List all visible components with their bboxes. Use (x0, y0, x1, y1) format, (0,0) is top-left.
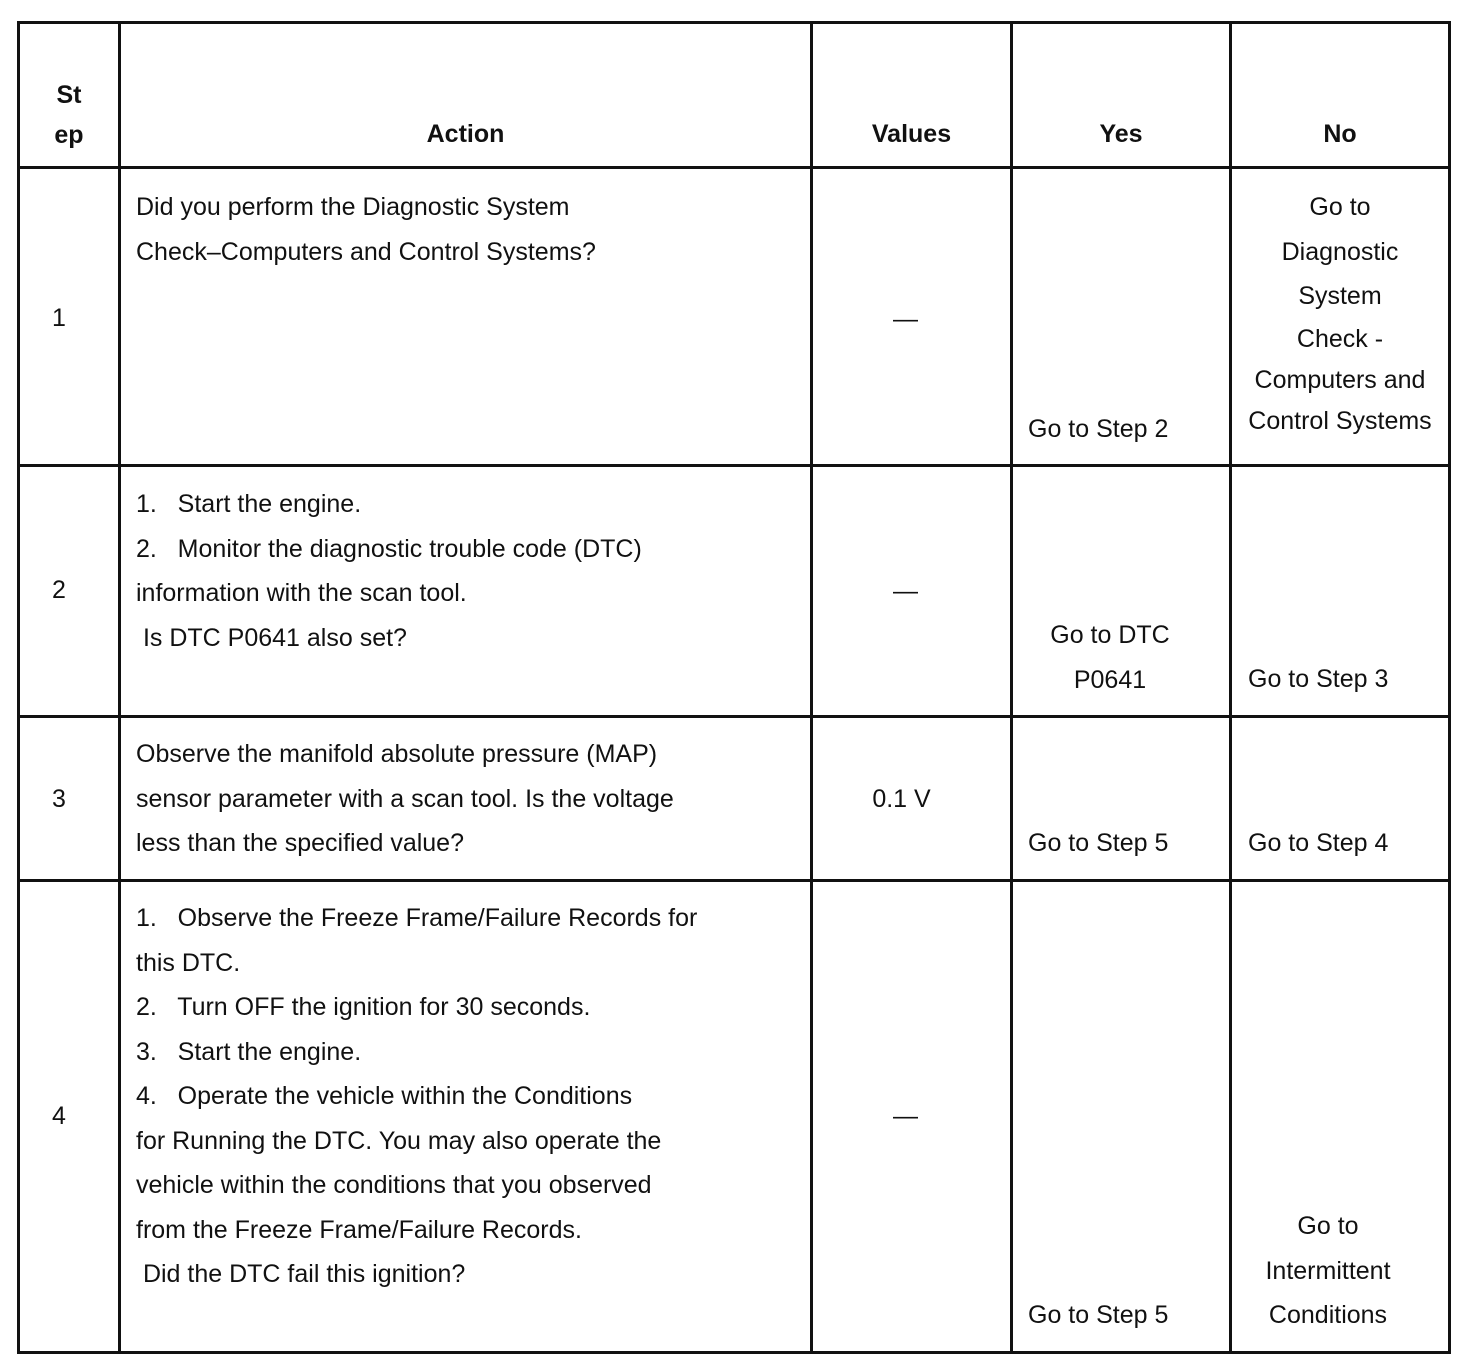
yes-result: Go to Step 5 (1028, 1301, 1169, 1329)
header-no: No (1323, 120, 1357, 148)
action-line: 2. Monitor the diagnostic trouble code (DTC) (136, 534, 642, 563)
header-action: Action (426, 120, 505, 148)
action-text (136, 482, 642, 660)
table-border-left (17, 21, 20, 1354)
action-line: 1. Observe the Freeze Frame/Failure Records for (136, 904, 698, 932)
column-divider (1010, 21, 1013, 1354)
no-result (1232, 1204, 1424, 1338)
no-result-line: Conditions (1268, 1301, 1388, 1329)
action-line: sensor parameter with a scan tool. Is the voltage (136, 784, 674, 813)
action-line: Check–Computers and Control Systems? (136, 237, 596, 266)
action-text (136, 896, 697, 1297)
step-number: 4 (52, 1102, 66, 1130)
action-line: this DTC. (136, 948, 241, 977)
header-divider (17, 166, 1451, 169)
header-step-line1: St (56, 81, 82, 109)
header-values: Values (871, 120, 952, 148)
action-line: 1. Start the engine. (136, 490, 362, 518)
no-result-line: Go to (1309, 193, 1371, 221)
table-border-bottom (17, 1351, 1451, 1354)
row-divider (17, 879, 1451, 882)
action-line: 4. Operate the vehicle within the Conditions (136, 1082, 633, 1110)
yes-result (1020, 613, 1200, 702)
value-cell: — (893, 1102, 918, 1130)
action-line: information with the scan tool. (136, 579, 467, 607)
no-result-line: Control Systems (1248, 406, 1432, 435)
no-result: Go to Step 3 (1248, 665, 1389, 693)
value-cell: — (893, 577, 918, 605)
no-result (1232, 185, 1448, 442)
step-number: 3 (52, 785, 66, 813)
action-line: Did you perform the Diagnostic System (136, 193, 570, 221)
no-result: Go to Step 4 (1248, 829, 1389, 857)
action-line: from the Freeze Frame/Failure Records. (136, 1215, 582, 1244)
column-divider (118, 21, 121, 1354)
row-divider (17, 715, 1451, 718)
column-divider (810, 21, 813, 1354)
yes-result-line: Go to DTC (1050, 621, 1170, 649)
header-step (20, 75, 118, 155)
step-number: 1 (52, 304, 66, 332)
no-result-line: Diagnostic (1281, 237, 1399, 266)
action-line: Is DTC P0641 also set? (136, 623, 407, 652)
value-cell: — (893, 305, 918, 333)
action-line: 3. Start the engine. (136, 1037, 362, 1066)
header-step-line2: ep (54, 121, 84, 149)
yes-result: Go to Step 2 (1028, 415, 1169, 443)
value-cell: 0.1 V (872, 785, 931, 813)
row-divider (17, 464, 1451, 467)
action-line: for Running the DTC. You may also operate the (136, 1126, 662, 1155)
action-line: Observe the manifold absolute pressure (MAP) (136, 740, 658, 768)
action-text (136, 732, 674, 866)
no-result-line: Go to (1297, 1212, 1359, 1240)
header-yes: Yes (1099, 120, 1143, 148)
no-result-line: Computers and (1254, 365, 1426, 394)
yes-result: Go to Step 5 (1028, 829, 1169, 857)
action-line: less than the specified value? (136, 829, 464, 857)
no-result-line: Check - (1296, 324, 1384, 353)
table-border-top (17, 21, 1451, 24)
diagnostic-table (17, 21, 1451, 1354)
action-text (136, 185, 596, 274)
action-line: Did the DTC fail this ignition? (136, 1260, 466, 1288)
action-line: vehicle within the conditions that you observed (136, 1171, 652, 1199)
table-border-right (1448, 21, 1451, 1354)
no-result-line: Intermittent (1265, 1256, 1391, 1285)
no-result-line: System (1298, 282, 1382, 310)
step-number: 2 (52, 576, 66, 604)
action-line: 2. Turn OFF the ignition for 30 seconds. (136, 993, 591, 1021)
yes-result-line: P0641 (1073, 665, 1147, 694)
